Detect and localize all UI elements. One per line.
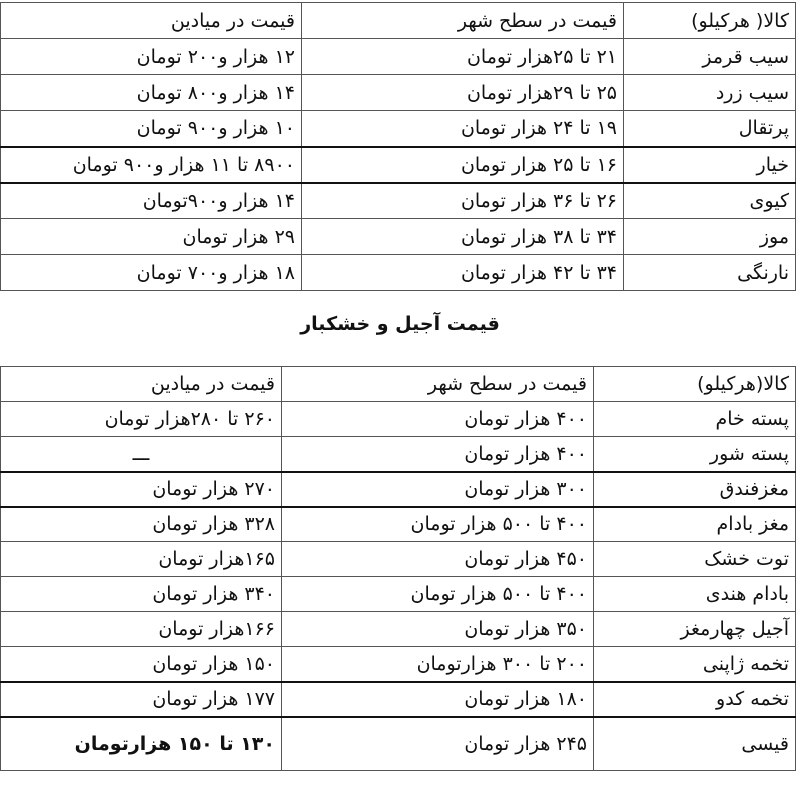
table-row — [1, 507, 796, 542]
header-item: کالا( هرکیلو) — [624, 3, 796, 39]
city-price: ۳۴ تا ۳۸ هزار تومان — [302, 219, 624, 255]
fruit-price-table — [0, 2, 796, 291]
market-price: ۱۶۵هزار تومان — [1, 542, 282, 577]
market-price: ۱۴ هزار و۸۰۰ تومان — [1, 75, 302, 111]
city-price: ۳۴ تا ۴۲ هزار تومان — [302, 255, 624, 291]
item-name: مغز بادام — [594, 507, 796, 542]
city-price: ۴۰۰ هزار تومان — [282, 437, 594, 472]
item-name: توت خشک — [594, 542, 796, 577]
item-name: پرتقال — [624, 111, 796, 147]
header-city-price: قیمت در سطح شهر — [282, 367, 594, 402]
item-name: بادام هندی — [594, 577, 796, 612]
market-price: ۸۹۰۰ تا ۱۱ هزار و۹۰۰ تومان — [1, 147, 302, 183]
city-price: ۳۵۰ هزار تومان — [282, 612, 594, 647]
item-name: قیسی — [594, 717, 796, 771]
item-name: سیب زرد — [624, 75, 796, 111]
item-name: تخمه ژاپنی — [594, 647, 796, 682]
market-price: ۲۹ هزار تومان — [1, 219, 302, 255]
item-name: نارنگی — [624, 255, 796, 291]
table-header-row — [1, 3, 796, 39]
nuts-price-table — [0, 366, 796, 771]
city-price: ۲۱ تا ۲۵هزار تومان — [302, 39, 624, 75]
table-row — [1, 682, 796, 717]
market-price: ۱۸ هزار و۷۰۰ تومان — [1, 255, 302, 291]
market-price: ۱۴ هزار و۹۰۰تومان — [1, 183, 302, 219]
table-row — [1, 577, 796, 612]
item-name: تخمه کدو — [594, 682, 796, 717]
table-row — [1, 255, 796, 291]
city-price: ۴۰۰ تا ۵۰۰ هزار تومان — [282, 507, 594, 542]
market-price: ۳۴۰ هزار تومان — [1, 577, 282, 612]
table-row — [1, 219, 796, 255]
item-name: کیوی — [624, 183, 796, 219]
header-market-price: قیمت در میادین — [1, 3, 302, 39]
header-city-price: قیمت در سطح شهر — [302, 3, 624, 39]
city-price: ۲۴۵ هزار تومان — [282, 717, 594, 771]
city-price: ۴۰۰ تا ۵۰۰ هزار تومان — [282, 577, 594, 612]
table-row — [1, 647, 796, 682]
table-header-row — [1, 367, 796, 402]
item-name: پسته شور — [594, 437, 796, 472]
city-price: ۴۵۰ هزار تومان — [282, 542, 594, 577]
market-price: ۳۲۸ هزار تومان — [1, 507, 282, 542]
city-price: ۲۵ تا ۲۹هزار تومان — [302, 75, 624, 111]
city-price: ۲۶ تا ۳۶ هزار تومان — [302, 183, 624, 219]
item-name: مغزفندق — [594, 472, 796, 507]
market-price: ۲۶۰ تا ۲۸۰هزار تومان — [1, 402, 282, 437]
table-row — [1, 39, 796, 75]
city-price: ۴۰۰ هزار تومان — [282, 402, 594, 437]
section-title: قیمت آجیل و خشکبار — [300, 313, 500, 335]
header-item: کالا(هرکیلو) — [594, 367, 796, 402]
city-price: ۱۸۰ هزار تومان — [282, 682, 594, 717]
market-price: ـــ — [1, 437, 282, 472]
city-price: ۳۰۰ هزار تومان — [282, 472, 594, 507]
market-price: ۱۳۰ تا ۱۵۰ هزارتومان — [1, 717, 282, 771]
item-name: موز — [624, 219, 796, 255]
item-name: خیار — [624, 147, 796, 183]
table-row — [1, 437, 796, 472]
table-row — [1, 542, 796, 577]
market-price: ۱۲ هزار و۲۰۰ تومان — [1, 39, 302, 75]
table-row — [1, 147, 796, 183]
item-name: سیب قرمز — [624, 39, 796, 75]
market-price: ۱۷۷ هزار تومان — [1, 682, 282, 717]
city-price: ۱۹ تا ۲۴ هزار تومان — [302, 111, 624, 147]
table-row — [1, 75, 796, 111]
table-row — [1, 717, 796, 771]
header-market-price: قیمت در میادین — [1, 367, 282, 402]
market-price: ۲۷۰ هزار تومان — [1, 472, 282, 507]
table-row — [1, 111, 796, 147]
table-row — [1, 472, 796, 507]
city-price: ۲۰۰ تا ۳۰۰ هزارتومان — [282, 647, 594, 682]
market-price: ۱۰ هزار و۹۰۰ تومان — [1, 111, 302, 147]
table-row — [1, 183, 796, 219]
city-price: ۱۶ تا ۲۵ هزار تومان — [302, 147, 624, 183]
item-name: آجیل چهارمغز — [594, 612, 796, 647]
table-row — [1, 612, 796, 647]
item-name: پسته خام — [594, 402, 796, 437]
market-price: ۱۶۶هزار تومان — [1, 612, 282, 647]
market-price: ۱۵۰ هزار تومان — [1, 647, 282, 682]
table-row — [1, 402, 796, 437]
